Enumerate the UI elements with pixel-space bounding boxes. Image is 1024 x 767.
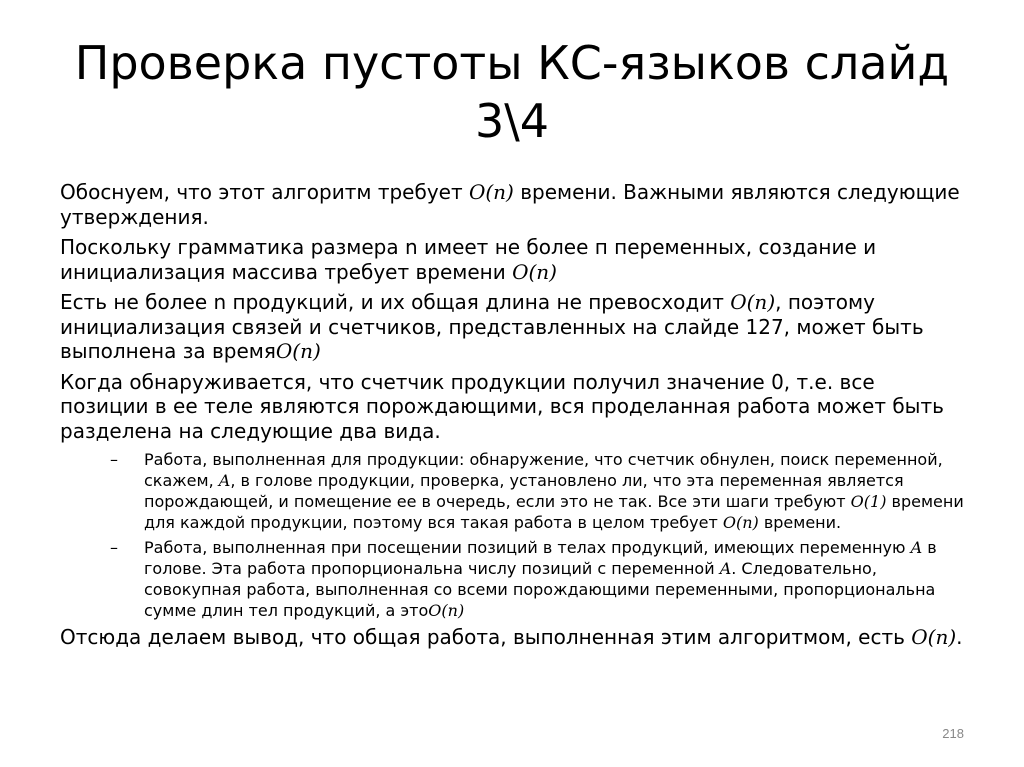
paragraph-conclusion: [60, 625, 965, 650]
math-expression: O(n): [911, 625, 957, 649]
sub-item-text: в голове. Эта работа пропорциональна числу позиций с переменной: [144, 538, 937, 578]
math-expression: O(n): [730, 290, 776, 314]
sub-item-text: времени.: [758, 513, 842, 532]
paragraph-text: Поскольку грамматика размера n имеет не более п переменных, создание и инициализация массива требует времени: [60, 235, 877, 284]
paragraph-productions-init: [60, 290, 965, 364]
paragraph-text: Когда обнаруживается, что счетчик продукции получил значение 0, т.е. все позиции в ее теле являются порождающими, вся проделанная работа может быть разделена на следующие два вида.: [60, 369, 944, 443]
math-expression: O(n): [512, 259, 557, 284]
paragraph-text: времени. Важными являются следующие утверждения.: [60, 180, 960, 229]
paragraph-counter-zero: [60, 370, 965, 444]
paragraph-complexity-claim: [60, 180, 965, 229]
sub-item-production-work: [60, 449, 965, 533]
sub-item-position-work: [60, 537, 965, 621]
math-expression: O(1): [850, 492, 887, 511]
dash-bullet: –: [110, 538, 118, 557]
slide-body: [60, 180, 965, 656]
paragraph-array-init: [60, 235, 965, 284]
sub-item-text: Работа, выполненная при посещении позиций в телах продукций, имеющих переменную: [144, 538, 911, 557]
math-expression: O(n): [722, 513, 759, 532]
math-variable: A: [719, 559, 732, 578]
page-number: 218: [942, 726, 964, 741]
dash-bullet: –: [110, 450, 118, 469]
slide-title: Проверка пустоты КС-языков слайд 3\4: [74, 36, 950, 148]
math-variable: A: [910, 538, 923, 557]
paragraph-text: Есть не более n продукций, и их общая длина не превосходит: [60, 290, 731, 314]
sub-item-text: . Следовательно, совокупная работа, выполненная со всеми порождающими переменными, пропорциональна сумме длин тел продукций, а это: [144, 559, 936, 620]
math-expression: O(n): [428, 601, 465, 620]
math-variable: A: [218, 471, 231, 490]
sub-item-text: , в голове продукции, проверка, установлено ли, что эта переменная является порождающей, и помещение ее в очередь, если это не так. Все эти шаги требуют: [144, 471, 904, 511]
sub-item-text: Работа, выполненная для продукции: обнаружение, что счетчик обнулен, поиск переменной, скажем,: [144, 450, 943, 490]
paragraph-text: .: [956, 625, 963, 649]
sub-item-text: времени для каждой продукции, поэтому вся такая работа в целом требует: [144, 492, 964, 532]
math-expression: O(n): [468, 180, 514, 204]
paragraph-text: Обоснуем, что этот алгоритм требует: [60, 180, 469, 204]
paragraph-text: , поэтому инициализация связей и счетчиков, представленных на слайде 127, может быть выполнена за время: [60, 290, 924, 363]
paragraph-text: Отсюда делаем вывод, что общая работа, выполненная этим алгоритмом, есть: [60, 625, 912, 649]
math-expression: O(n): [275, 339, 321, 363]
